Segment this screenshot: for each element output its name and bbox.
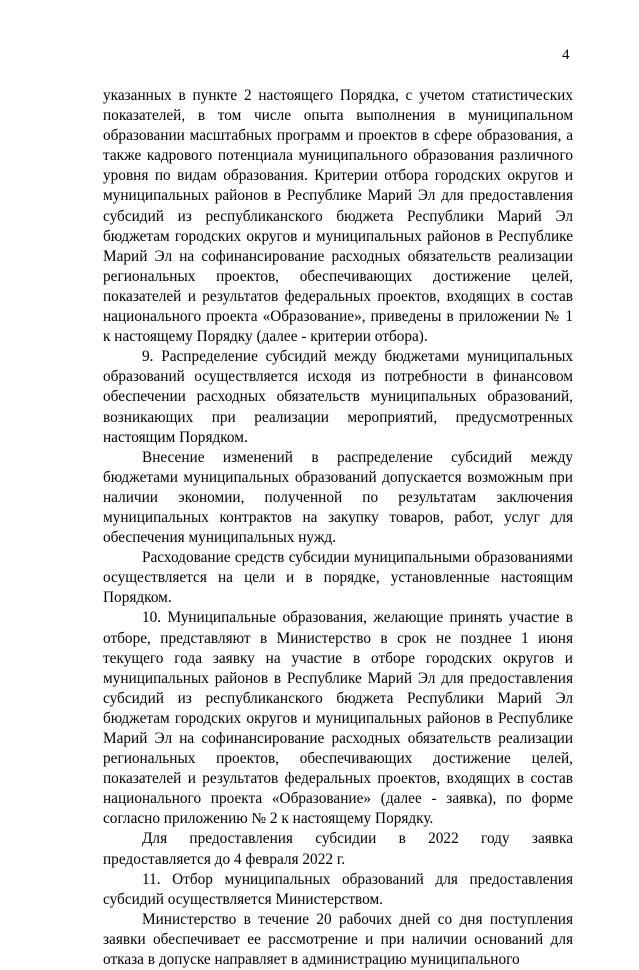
- paragraph: Министерство в течение 20 рабочих дней со дня поступления заявки обеспечивает ее рассмотрение и при наличии оснований для отказа в допуске направляет в администрацию муниципального: [103, 910, 573, 969]
- document-body: [103, 86, 573, 970]
- paragraph: 11. Отбор муниципальных образований для предоставления субсидий осуществляется Министерством.: [103, 870, 573, 908]
- page-number: 4: [562, 47, 570, 63]
- paragraph: Внесение изменений в распределение субсидий между бюджетами муниципальных образований допускается возможным при наличии экономии, полученной по результатам заключения муниципальных контрактов на закупку товаров, работ, услуг для обеспечения муниципальных нужд.: [103, 448, 573, 547]
- paragraph: 9. Распределение субсидий между бюджетами муниципальных образований осуществляется исходя из потребности в финансовом обеспечении расходных обязательств муниципальных образований, возникающих при реализации мероприятий, предусмотренных настоящим Порядком.: [103, 348, 573, 446]
- paragraph: 10. Муниципальные образования, желающие принять участие в отборе, представляют в Министерство в срок не позднее 1 июня текущего года заявку на участие в отборе городских округов и муниципальных районов в Республике Марий Эл для предоставления субсидий из республиканского бюджета Республики Марий Эл бюджетам городских округов и муниципальных районов в Республике Марий Эл на софинансирование расходных обязательств реализации региональных проектов, обеспечивающих достижение целей, показателей и результатов федеральных проектов, входящих в состав национального проекта «Образование» (далее - заявка), по форме согласно приложению № 2 к настоящему Порядку.: [103, 609, 573, 828]
- paragraph: Расходование средств субсидии муниципальными образованиями осуществляется на цели и в порядке, установленные настоящим Порядком.: [103, 549, 573, 607]
- paragraph: Для предоставления субсидии в 2022 году заявка предоставляется до 4 февраля 2022 г.: [103, 830, 573, 868]
- paragraph: указанных в пункте 2 настоящего Порядка, с учетом статистических показателей, в том числе опыта выполнения в муниципальном образовании масштабных программ и проектов в сфере образования, а также кадрового потенциала муниципального образования различного уровня по видам образования. Критерии отбора городских округов и муниципальных районов в Республике Марий Эл для предоставления субсидий из республиканского бюджета Республики Марий Эл бюджетам городских округов и муниципальных районов в Республике Марий Эл на софинансирование расходных обязательств реализации региональных проектов, обеспечивающих достижение целей, показателей и результатов федеральных проектов, входящих в состав национального проекта «Образование», приведены в приложении № 1 к настоящему Порядку (далее - критерии отбора).: [103, 87, 573, 346]
